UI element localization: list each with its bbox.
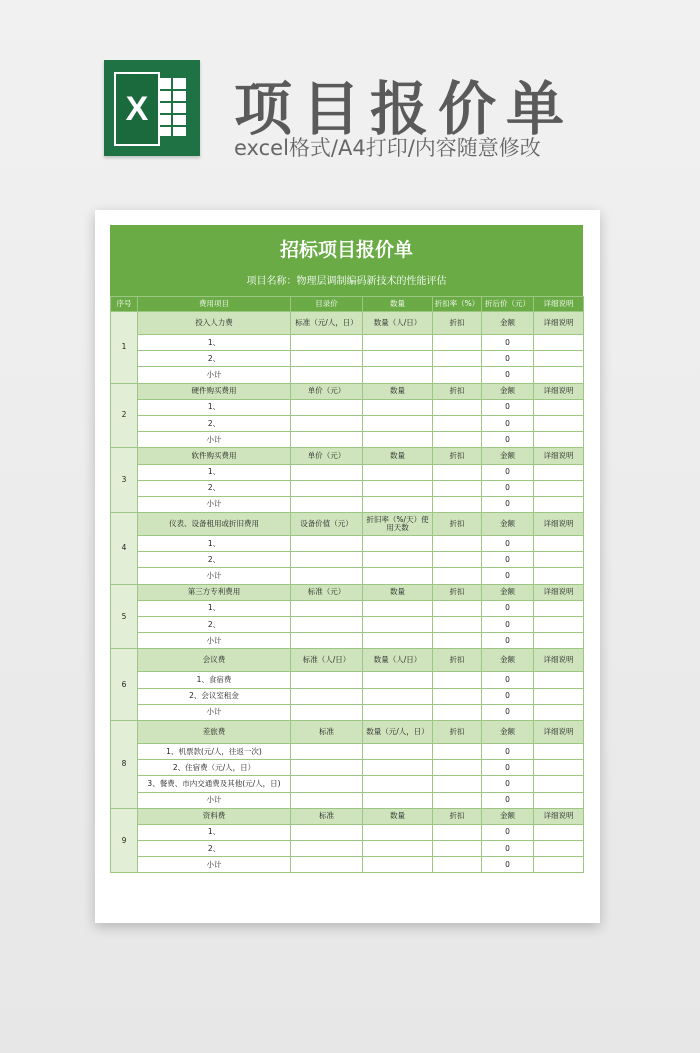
table-row <box>111 568 584 584</box>
category-discount-header[interactable]: 折扣 <box>433 584 482 600</box>
sequence-number[interactable]: 5 <box>111 584 138 649</box>
category-details-header[interactable]: 详细说明 <box>534 649 584 672</box>
cell-discount[interactable] <box>433 688 482 704</box>
project-name: 项目名称：物理层调制编码新技术的性能评估 <box>246 276 447 287</box>
cell-amount[interactable]: 0 <box>482 841 534 857</box>
cell-item[interactable]: 1、 <box>138 824 291 840</box>
cell-quantity[interactable] <box>363 841 433 857</box>
table-row <box>111 824 584 840</box>
cell-item[interactable]: 小计 <box>138 704 291 720</box>
cell-details[interactable] <box>534 351 584 367</box>
category-label[interactable]: 投入人力费 <box>138 312 291 335</box>
page-subtitle: excel格式/A4打印/内容随意修改 <box>234 136 541 160</box>
cell-discount[interactable] <box>433 824 482 840</box>
cell-amount[interactable]: 0 <box>482 464 534 480</box>
table-row <box>111 857 584 873</box>
cell-discount[interactable] <box>433 760 482 776</box>
table-row <box>111 792 584 808</box>
category-discount-header[interactable]: 折扣 <box>433 513 482 536</box>
category-quantity-header[interactable]: 数量 <box>363 808 433 824</box>
category-price-header[interactable]: 标准（人/日） <box>291 649 363 672</box>
cell-item[interactable]: 1、食宿费 <box>138 672 291 688</box>
table-row <box>111 496 584 512</box>
sheet-title-band <box>110 225 583 296</box>
category-quantity-header[interactable]: 数量 <box>363 584 433 600</box>
cell-amount[interactable]: 0 <box>482 415 534 431</box>
category-row <box>111 649 584 672</box>
excel-letter: X <box>114 72 160 146</box>
category-quantity-header[interactable]: 数量 <box>363 383 433 399</box>
cell-details[interactable] <box>534 432 584 448</box>
cell-details[interactable] <box>534 335 584 351</box>
cell-item[interactable]: 小计 <box>138 792 291 808</box>
table-body <box>111 312 584 873</box>
cell-details[interactable] <box>534 776 584 792</box>
category-details-header[interactable]: 详细说明 <box>534 312 584 335</box>
cell-amount[interactable]: 0 <box>482 776 534 792</box>
document-preview <box>95 210 600 923</box>
cell-quantity[interactable] <box>363 496 433 512</box>
table-row <box>111 704 584 720</box>
cell-details[interactable] <box>534 792 584 808</box>
cell-list-price[interactable] <box>291 841 363 857</box>
cell-details[interactable] <box>534 552 584 568</box>
cell-item[interactable]: 2、 <box>138 351 291 367</box>
cell-discount[interactable] <box>433 841 482 857</box>
category-discount-header[interactable]: 折扣 <box>433 720 482 743</box>
cell-item[interactable]: 2、会议室租金 <box>138 688 291 704</box>
cell-item[interactable]: 1、 <box>138 536 291 552</box>
category-amount-header[interactable]: 金额 <box>482 383 534 399</box>
category-quantity-header[interactable]: 数量（人/日） <box>363 649 433 672</box>
page-title: 项目报价单 <box>234 75 575 143</box>
sequence-number[interactable]: 3 <box>111 448 138 513</box>
col-header-item: 费用项目 <box>138 297 291 312</box>
cell-list-price[interactable] <box>291 600 363 616</box>
sequence-number[interactable]: 6 <box>111 649 138 721</box>
category-discount-header[interactable]: 折扣 <box>433 312 482 335</box>
cell-quantity[interactable] <box>363 704 433 720</box>
cell-details[interactable] <box>534 464 584 480</box>
cell-quantity[interactable] <box>363 399 433 415</box>
cell-discount[interactable] <box>433 617 482 633</box>
cell-quantity[interactable] <box>363 432 433 448</box>
cell-amount[interactable]: 0 <box>482 568 534 584</box>
category-discount-header[interactable]: 折扣 <box>433 383 482 399</box>
col-header-seq: 序号 <box>111 297 138 312</box>
table-row <box>111 600 584 616</box>
cell-item[interactable]: 小计 <box>138 633 291 649</box>
cell-list-price[interactable] <box>291 568 363 584</box>
cell-item[interactable]: 小计 <box>138 496 291 512</box>
cell-details[interactable] <box>534 841 584 857</box>
cell-item[interactable]: 小计 <box>138 432 291 448</box>
cell-list-price[interactable] <box>291 824 363 840</box>
cell-details[interactable] <box>534 399 584 415</box>
cell-details[interactable] <box>534 672 584 688</box>
cell-details[interactable] <box>534 367 584 383</box>
category-row <box>111 383 584 399</box>
category-price-header[interactable]: 单价（元） <box>291 383 363 399</box>
cell-quantity[interactable] <box>363 335 433 351</box>
category-price-header[interactable]: 标准 <box>291 808 363 824</box>
table-row <box>111 536 584 552</box>
cell-details[interactable] <box>534 480 584 496</box>
cell-amount[interactable]: 0 <box>482 704 534 720</box>
cell-discount[interactable] <box>433 743 482 759</box>
header <box>104 60 664 160</box>
cell-details[interactable] <box>534 568 584 584</box>
cell-quantity[interactable] <box>363 568 433 584</box>
category-quantity-header[interactable]: 数量 <box>363 448 433 464</box>
cell-list-price[interactable] <box>291 743 363 759</box>
cell-discount[interactable] <box>433 792 482 808</box>
cell-discount[interactable] <box>433 480 482 496</box>
table-row <box>111 367 584 383</box>
cell-details[interactable] <box>534 704 584 720</box>
cell-discount[interactable] <box>433 464 482 480</box>
cell-discount[interactable] <box>433 496 482 512</box>
table-row <box>111 464 584 480</box>
cell-list-price[interactable] <box>291 857 363 873</box>
cell-amount[interactable]: 0 <box>482 857 534 873</box>
sequence-number[interactable]: 4 <box>111 513 138 585</box>
category-discount-header[interactable]: 折扣 <box>433 649 482 672</box>
cell-quantity[interactable] <box>363 776 433 792</box>
cell-list-price[interactable] <box>291 399 363 415</box>
cell-quantity[interactable] <box>363 688 433 704</box>
category-quantity-header[interactable]: 折旧率（%/天）使用天数 <box>363 513 433 536</box>
table-row <box>111 335 584 351</box>
cell-list-price[interactable] <box>291 633 363 649</box>
category-label[interactable]: 仪表、设备租用或折旧费用 <box>138 513 291 536</box>
col-header-discount-rate: 折扣率（%） <box>433 297 482 312</box>
table-row <box>111 776 584 792</box>
table-row <box>111 617 584 633</box>
table-row <box>111 480 584 496</box>
category-price-header[interactable]: 标准 <box>291 720 363 743</box>
cell-quantity[interactable] <box>363 792 433 808</box>
category-details-header[interactable]: 详细说明 <box>534 720 584 743</box>
cell-amount[interactable]: 0 <box>482 335 534 351</box>
cell-quantity[interactable] <box>363 617 433 633</box>
cell-discount[interactable] <box>433 704 482 720</box>
cell-discount[interactable] <box>433 552 482 568</box>
cell-discount[interactable] <box>433 600 482 616</box>
cell-quantity[interactable] <box>363 464 433 480</box>
cell-discount[interactable] <box>433 432 482 448</box>
category-discount-header[interactable]: 折扣 <box>433 808 482 824</box>
cell-amount[interactable]: 0 <box>482 617 534 633</box>
category-label[interactable]: 差旅费 <box>138 720 291 743</box>
cell-amount[interactable]: 0 <box>482 432 534 448</box>
cell-item[interactable]: 2、住宿费（元/人，日） <box>138 760 291 776</box>
cell-list-price[interactable] <box>291 617 363 633</box>
category-price-header[interactable]: 设备价值（元） <box>291 513 363 536</box>
cell-quantity[interactable] <box>363 600 433 616</box>
category-row <box>111 312 584 335</box>
cell-amount[interactable]: 0 <box>482 536 534 552</box>
cell-item[interactable]: 1、 <box>138 464 291 480</box>
category-row <box>111 513 584 536</box>
category-details-header[interactable]: 详细说明 <box>534 584 584 600</box>
cell-amount[interactable]: 0 <box>482 824 534 840</box>
cell-item[interactable]: 2、 <box>138 480 291 496</box>
cell-discount[interactable] <box>433 415 482 431</box>
category-amount-header[interactable]: 金额 <box>482 720 534 743</box>
table-row <box>111 841 584 857</box>
quote-table <box>110 296 584 873</box>
category-price-header[interactable]: 标准（元/人，日） <box>291 312 363 335</box>
table-row <box>111 688 584 704</box>
cell-item[interactable]: 1、机票款(元/人，往返一次) <box>138 743 291 759</box>
cell-quantity[interactable] <box>363 552 433 568</box>
table-row <box>111 399 584 415</box>
category-label[interactable]: 硬件购买费用 <box>138 383 291 399</box>
cell-list-price[interactable] <box>291 792 363 808</box>
cell-item[interactable]: 小计 <box>138 857 291 873</box>
cell-discount[interactable] <box>433 536 482 552</box>
cell-quantity[interactable] <box>363 672 433 688</box>
category-row <box>111 584 584 600</box>
cell-quantity[interactable] <box>363 633 433 649</box>
cell-discount[interactable] <box>433 633 482 649</box>
cell-amount[interactable]: 0 <box>482 600 534 616</box>
col-header-discounted-price: 折后价（元） <box>482 297 534 312</box>
category-amount-header[interactable]: 金额 <box>482 312 534 335</box>
category-details-header[interactable]: 详细说明 <box>534 448 584 464</box>
table-row <box>111 552 584 568</box>
cell-quantity[interactable] <box>363 415 433 431</box>
category-quantity-header[interactable]: 数量（元/人，日） <box>363 720 433 743</box>
cell-amount[interactable]: 0 <box>482 496 534 512</box>
cell-quantity[interactable] <box>363 351 433 367</box>
cell-quantity[interactable] <box>363 743 433 759</box>
table-row <box>111 432 584 448</box>
cell-amount[interactable]: 0 <box>482 633 534 649</box>
cell-quantity[interactable] <box>363 480 433 496</box>
cell-details[interactable] <box>534 743 584 759</box>
cell-item[interactable]: 1、 <box>138 399 291 415</box>
cell-quantity[interactable] <box>363 824 433 840</box>
category-amount-header[interactable]: 金额 <box>482 513 534 536</box>
cell-details[interactable] <box>534 617 584 633</box>
table-row <box>111 743 584 759</box>
cell-discount[interactable] <box>433 367 482 383</box>
cell-list-price[interactable] <box>291 496 363 512</box>
cell-details[interactable] <box>534 633 584 649</box>
category-label[interactable]: 第三方专利费用 <box>138 584 291 600</box>
cell-list-price[interactable] <box>291 335 363 351</box>
cell-amount[interactable]: 0 <box>482 351 534 367</box>
cell-list-price[interactable] <box>291 688 363 704</box>
cell-list-price[interactable] <box>291 760 363 776</box>
category-discount-header[interactable]: 折扣 <box>433 448 482 464</box>
cell-list-price[interactable] <box>291 672 363 688</box>
cell-item[interactable]: 2、 <box>138 841 291 857</box>
sequence-number[interactable]: 2 <box>111 383 138 448</box>
cell-list-price[interactable] <box>291 432 363 448</box>
col-header-details: 详细说明 <box>534 297 584 312</box>
sequence-number[interactable]: 9 <box>111 808 138 873</box>
category-amount-header[interactable]: 金额 <box>482 584 534 600</box>
cell-amount[interactable]: 0 <box>482 792 534 808</box>
category-details-header[interactable]: 详细说明 <box>534 513 584 536</box>
category-amount-header[interactable]: 金额 <box>482 808 534 824</box>
cell-amount[interactable]: 0 <box>482 552 534 568</box>
table-row <box>111 760 584 776</box>
category-row <box>111 808 584 824</box>
cell-details[interactable] <box>534 415 584 431</box>
category-row <box>111 720 584 743</box>
cell-discount[interactable] <box>433 776 482 792</box>
cell-quantity[interactable] <box>363 857 433 873</box>
cell-item[interactable]: 小计 <box>138 367 291 383</box>
excel-icon <box>104 60 200 156</box>
cell-discount[interactable] <box>433 335 482 351</box>
cell-amount[interactable]: 0 <box>482 399 534 415</box>
cell-amount[interactable]: 0 <box>482 743 534 759</box>
cell-item[interactable]: 1、 <box>138 600 291 616</box>
category-price-header[interactable]: 标准（元） <box>291 584 363 600</box>
cell-details[interactable] <box>534 536 584 552</box>
cell-list-price[interactable] <box>291 552 363 568</box>
cell-list-price[interactable] <box>291 776 363 792</box>
column-header-row <box>111 297 584 312</box>
col-header-quantity: 数量 <box>363 297 433 312</box>
cell-details[interactable] <box>534 496 584 512</box>
cell-quantity[interactable] <box>363 536 433 552</box>
cell-details[interactable] <box>534 760 584 776</box>
cell-item[interactable]: 2、 <box>138 415 291 431</box>
cell-list-price[interactable] <box>291 367 363 383</box>
cell-details[interactable] <box>534 824 584 840</box>
cell-details[interactable] <box>534 600 584 616</box>
col-header-list-price: 目录价 <box>291 297 363 312</box>
table-row <box>111 415 584 431</box>
category-details-header[interactable]: 详细说明 <box>534 808 584 824</box>
quote-sheet <box>110 225 583 873</box>
cell-list-price[interactable] <box>291 536 363 552</box>
cell-discount[interactable] <box>433 351 482 367</box>
cell-details[interactable] <box>534 857 584 873</box>
cell-item[interactable]: 小计 <box>138 568 291 584</box>
table-row <box>111 672 584 688</box>
cell-list-price[interactable] <box>291 351 363 367</box>
category-amount-header[interactable]: 金额 <box>482 649 534 672</box>
cell-list-price[interactable] <box>291 704 363 720</box>
sequence-number[interactable]: 8 <box>111 720 138 808</box>
cell-amount[interactable]: 0 <box>482 672 534 688</box>
cell-item[interactable]: 2、 <box>138 552 291 568</box>
cell-list-price[interactable] <box>291 415 363 431</box>
cell-item[interactable]: 1、 <box>138 335 291 351</box>
cell-amount[interactable]: 0 <box>482 760 534 776</box>
cell-list-price[interactable] <box>291 464 363 480</box>
category-quantity-header[interactable]: 数量（人/日） <box>363 312 433 335</box>
table-row <box>111 351 584 367</box>
cell-discount[interactable] <box>433 568 482 584</box>
cell-discount[interactable] <box>433 672 482 688</box>
cell-item[interactable]: 3、餐费、市内交通费及其他(元/人，日) <box>138 776 291 792</box>
cell-discount[interactable] <box>433 857 482 873</box>
cell-amount[interactable]: 0 <box>482 480 534 496</box>
category-details-header[interactable]: 详细说明 <box>534 383 584 399</box>
cell-item[interactable]: 2、 <box>138 617 291 633</box>
category-label[interactable]: 资料费 <box>138 808 291 824</box>
sequence-number[interactable]: 1 <box>111 312 138 384</box>
category-label[interactable]: 会议费 <box>138 649 291 672</box>
category-price-header[interactable]: 单价（元） <box>291 448 363 464</box>
category-amount-header[interactable]: 金额 <box>482 448 534 464</box>
cell-discount[interactable] <box>433 399 482 415</box>
table-row <box>111 633 584 649</box>
cell-quantity[interactable] <box>363 367 433 383</box>
cell-quantity[interactable] <box>363 760 433 776</box>
category-label[interactable]: 软件购买费用 <box>138 448 291 464</box>
cell-details[interactable] <box>534 688 584 704</box>
cell-list-price[interactable] <box>291 480 363 496</box>
cell-amount[interactable]: 0 <box>482 688 534 704</box>
category-row <box>111 448 584 464</box>
sheet-title: 招标项目报价单 <box>279 239 413 261</box>
cell-amount[interactable]: 0 <box>482 367 534 383</box>
